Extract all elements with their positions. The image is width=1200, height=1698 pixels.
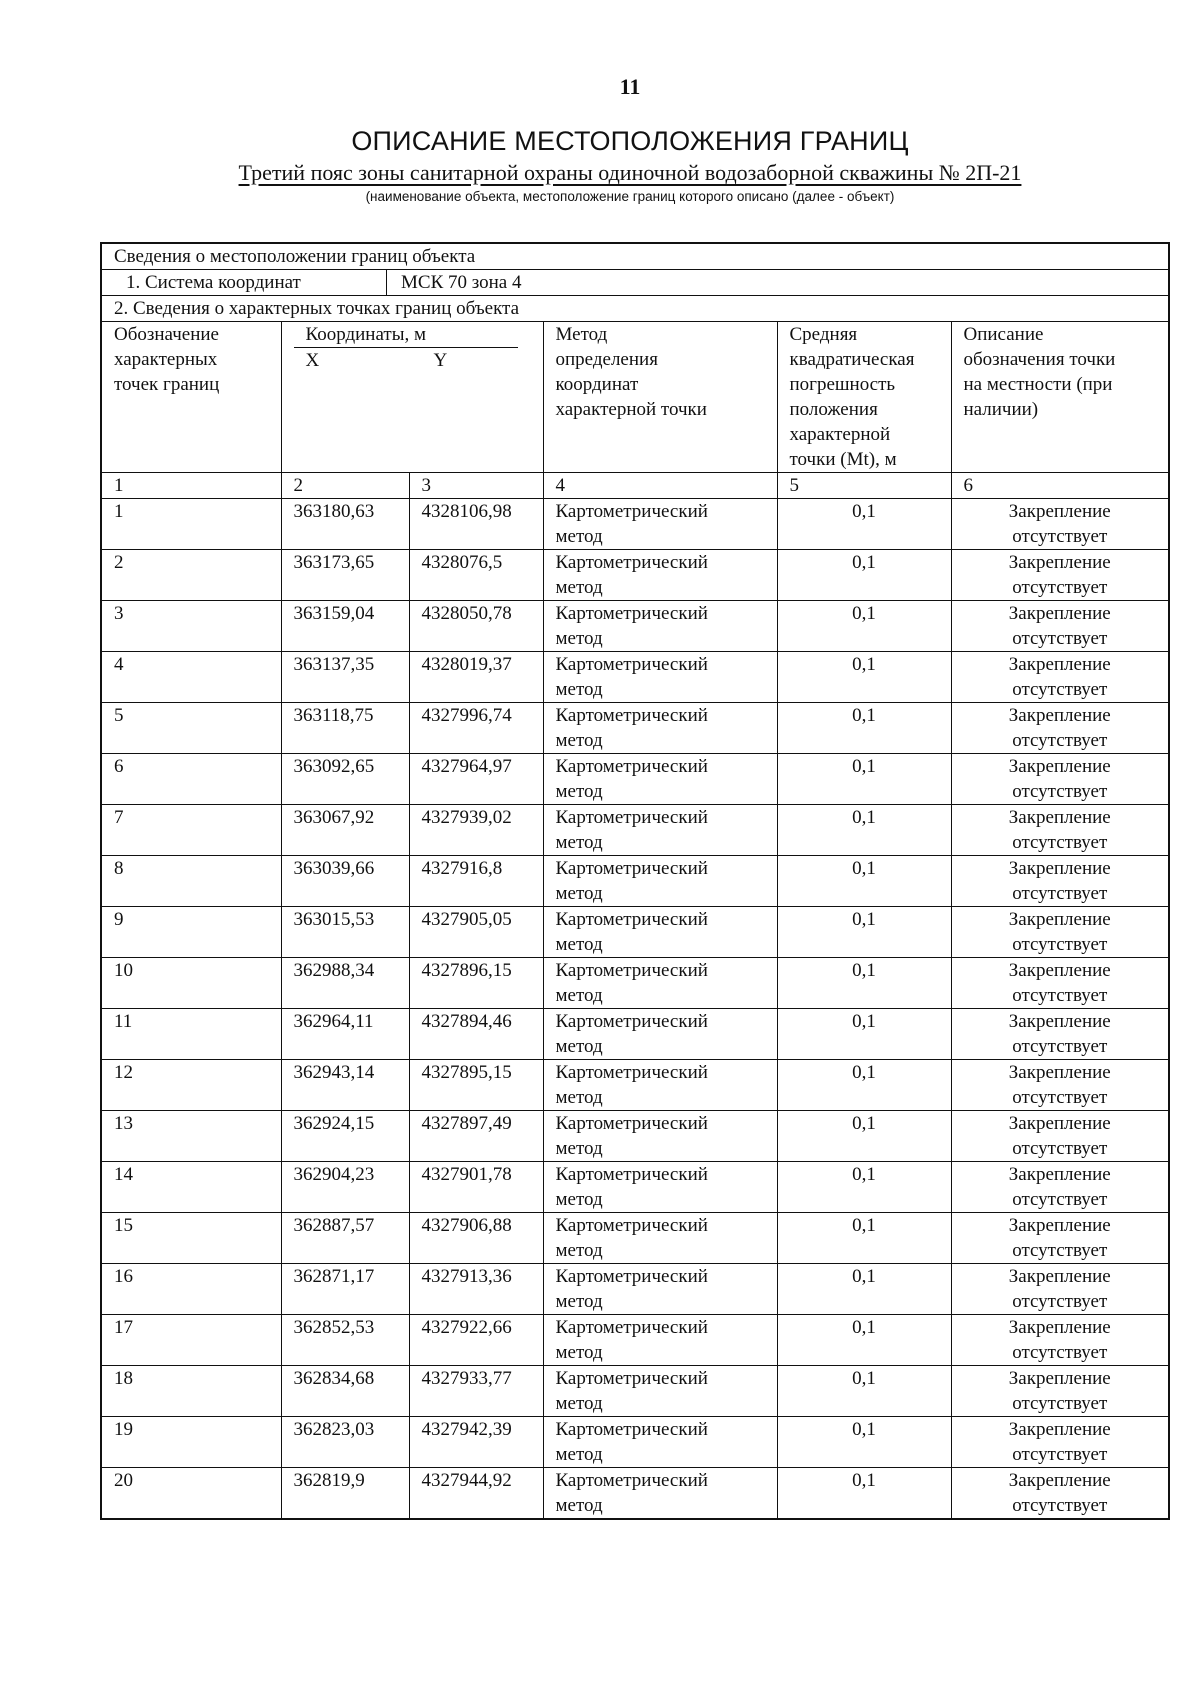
y-coordinate-cell: 4327942,39 bbox=[409, 1417, 543, 1468]
y-coordinate-cell: 4327905,05 bbox=[409, 907, 543, 958]
page-number-text: 11 bbox=[619, 74, 641, 99]
method-cell: Картометрический метод bbox=[543, 652, 777, 703]
point-id-cell: 1 bbox=[101, 499, 281, 550]
object-name-caption: (наименование объекта, местоположение границ которого описано (далее - объект) bbox=[365, 189, 895, 204]
table-row bbox=[101, 550, 1169, 601]
boundary-table bbox=[100, 242, 1170, 1520]
method-cell: Картометрический метод bbox=[543, 1060, 777, 1111]
point-id-cell: 14 bbox=[101, 1162, 281, 1213]
y-coordinate-cell: 4327939,02 bbox=[409, 805, 543, 856]
error-cell: 0,1 bbox=[777, 958, 951, 1009]
error-cell: 0,1 bbox=[777, 1264, 951, 1315]
point-id-cell: 11 bbox=[101, 1009, 281, 1060]
x-coordinate-cell: 362924,15 bbox=[281, 1111, 409, 1162]
method-cell: Картометрический метод bbox=[543, 754, 777, 805]
x-coordinate-cell: 363067,92 bbox=[281, 805, 409, 856]
coord-system-value: МСК 70 зона 4 bbox=[401, 272, 522, 293]
table-row bbox=[101, 1264, 1169, 1315]
description-cell: Закрепление отсутствует bbox=[951, 1315, 1169, 1366]
y-coordinate-cell: 4327913,36 bbox=[409, 1264, 543, 1315]
point-id-cell: 17 bbox=[101, 1315, 281, 1366]
y-coordinate-cell: 4327896,15 bbox=[409, 958, 543, 1009]
description-cell: Закрепление отсутствует bbox=[951, 907, 1169, 958]
y-coordinate-cell: 4327895,15 bbox=[409, 1060, 543, 1111]
y-coordinate-cell: 4327944,92 bbox=[409, 1468, 543, 1520]
x-coordinate-cell: 362834,68 bbox=[281, 1366, 409, 1417]
method-cell: Картометрический метод bbox=[543, 601, 777, 652]
description-cell: Закрепление отсутствует bbox=[951, 1213, 1169, 1264]
y-coordinate-cell: 4327906,88 bbox=[409, 1213, 543, 1264]
column-number: 6 bbox=[951, 473, 1169, 499]
y-coordinate-cell: 4327916,8 bbox=[409, 856, 543, 907]
error-cell: 0,1 bbox=[777, 907, 951, 958]
error-cell: 0,1 bbox=[777, 805, 951, 856]
x-coordinate-cell: 362887,57 bbox=[281, 1213, 409, 1264]
document-title: ОПИСАНИЕ МЕСТОПОЛОЖЕНИЯ ГРАНИЦ bbox=[351, 126, 909, 156]
header-coords bbox=[281, 322, 543, 473]
x-coordinate-cell: 362988,34 bbox=[281, 958, 409, 1009]
x-coordinate-cell: 363137,35 bbox=[281, 652, 409, 703]
x-coordinate-cell: 363092,65 bbox=[281, 754, 409, 805]
table-row bbox=[101, 1213, 1169, 1264]
point-id-cell: 4 bbox=[101, 652, 281, 703]
method-cell: Картометрический метод bbox=[543, 703, 777, 754]
method-cell: Картометрический метод bbox=[543, 958, 777, 1009]
point-id-cell: 18 bbox=[101, 1366, 281, 1417]
x-coordinate-cell: 362964,11 bbox=[281, 1009, 409, 1060]
method-cell: Картометрический метод bbox=[543, 499, 777, 550]
description-cell: Закрепление отсутствует bbox=[951, 856, 1169, 907]
coord-system-label: 1. Система координат bbox=[114, 270, 387, 295]
x-coordinate-cell: 362823,03 bbox=[281, 1417, 409, 1468]
method-cell: Картометрический метод bbox=[543, 1366, 777, 1417]
page-number bbox=[0, 74, 1200, 100]
error-cell: 0,1 bbox=[777, 754, 951, 805]
error-cell: 0,1 bbox=[777, 550, 951, 601]
section-title: Сведения о местоположении границ объекта bbox=[101, 243, 1169, 270]
header-coords-label: Координаты, м bbox=[294, 322, 518, 348]
description-cell: Закрепление отсутствует bbox=[951, 1264, 1169, 1315]
error-cell: 0,1 bbox=[777, 652, 951, 703]
method-cell: Картометрический метод bbox=[543, 1468, 777, 1520]
x-coordinate-cell: 363015,53 bbox=[281, 907, 409, 958]
y-coordinate-cell: 4327922,66 bbox=[409, 1315, 543, 1366]
method-cell: Картометрический метод bbox=[543, 805, 777, 856]
method-cell: Картометрический метод bbox=[543, 1009, 777, 1060]
error-cell: 0,1 bbox=[777, 1468, 951, 1520]
table-row bbox=[101, 703, 1169, 754]
x-coordinate-cell: 362871,17 bbox=[281, 1264, 409, 1315]
description-cell: Закрепление отсутствует bbox=[951, 1162, 1169, 1213]
error-cell: 0,1 bbox=[777, 856, 951, 907]
point-id-cell: 5 bbox=[101, 703, 281, 754]
point-id-cell: 7 bbox=[101, 805, 281, 856]
description-cell: Закрепление отсутствует bbox=[951, 499, 1169, 550]
column-number: 5 bbox=[777, 473, 951, 499]
description-cell: Закрепление отсутствует bbox=[951, 958, 1169, 1009]
table-row bbox=[101, 1060, 1169, 1111]
description-cell: Закрепление отсутствует bbox=[951, 1009, 1169, 1060]
header-error: Средняя квадратическая погрешность положения характерной точки (Mt), м bbox=[777, 322, 951, 473]
error-cell: 0,1 bbox=[777, 601, 951, 652]
table-row bbox=[101, 1366, 1169, 1417]
y-coordinate-cell: 4327933,77 bbox=[409, 1366, 543, 1417]
column-number: 2 bbox=[281, 473, 409, 499]
table-row bbox=[101, 1315, 1169, 1366]
table-header-row bbox=[101, 322, 1169, 473]
table-row bbox=[101, 907, 1169, 958]
description-cell: Закрепление отсутствует bbox=[951, 1060, 1169, 1111]
description-cell: Закрепление отсутствует bbox=[951, 652, 1169, 703]
table-row bbox=[101, 1468, 1169, 1520]
error-cell: 0,1 bbox=[777, 1162, 951, 1213]
object-name-text: Третий пояс зоны санитарной охраны одиночной водозаборной скважины № 2П-21 bbox=[238, 160, 1022, 185]
point-id-cell: 2 bbox=[101, 550, 281, 601]
x-coordinate-cell: 363180,63 bbox=[281, 499, 409, 550]
method-cell: Картометрический метод bbox=[543, 1315, 777, 1366]
x-coordinate-cell: 363118,75 bbox=[281, 703, 409, 754]
header-method: Метод определения координат характерной точки bbox=[543, 322, 777, 473]
method-cell: Картометрический метод bbox=[543, 1111, 777, 1162]
method-cell: Картометрический метод bbox=[543, 1162, 777, 1213]
table-row bbox=[101, 601, 1169, 652]
table-row bbox=[101, 754, 1169, 805]
column-number-row bbox=[101, 473, 1169, 499]
table-row bbox=[101, 958, 1169, 1009]
error-cell: 0,1 bbox=[777, 703, 951, 754]
point-id-cell: 13 bbox=[101, 1111, 281, 1162]
table-row bbox=[101, 856, 1169, 907]
description-cell: Закрепление отсутствует bbox=[951, 805, 1169, 856]
description-cell: Закрепление отсутствует bbox=[951, 703, 1169, 754]
y-coordinate-cell: 4328076,5 bbox=[409, 550, 543, 601]
point-id-cell: 3 bbox=[101, 601, 281, 652]
column-number: 3 bbox=[409, 473, 543, 499]
x-coordinate-cell: 362943,14 bbox=[281, 1060, 409, 1111]
description-cell: Закрепление отсутствует bbox=[951, 1111, 1169, 1162]
y-coordinate-cell: 4327996,74 bbox=[409, 703, 543, 754]
table-row bbox=[101, 1417, 1169, 1468]
error-cell: 0,1 bbox=[777, 1315, 951, 1366]
x-coordinate-cell: 363159,04 bbox=[281, 601, 409, 652]
x-coordinate-cell: 362904,23 bbox=[281, 1162, 409, 1213]
point-id-cell: 15 bbox=[101, 1213, 281, 1264]
table-row bbox=[101, 652, 1169, 703]
description-cell: Закрепление отсутствует bbox=[951, 1366, 1169, 1417]
table-row bbox=[101, 1111, 1169, 1162]
method-cell: Картометрический метод bbox=[543, 856, 777, 907]
table-row bbox=[101, 1009, 1169, 1060]
column-number: 1 bbox=[101, 473, 281, 499]
x-coordinate-cell: 363039,66 bbox=[281, 856, 409, 907]
y-coordinate-cell: 4328106,98 bbox=[409, 499, 543, 550]
x-coordinate-cell: 362852,53 bbox=[281, 1315, 409, 1366]
y-coordinate-cell: 4327897,49 bbox=[409, 1111, 543, 1162]
point-id-cell: 9 bbox=[101, 907, 281, 958]
table-row bbox=[101, 1162, 1169, 1213]
point-id-cell: 8 bbox=[101, 856, 281, 907]
method-cell: Картометрический метод bbox=[543, 1417, 777, 1468]
point-id-cell: 12 bbox=[101, 1060, 281, 1111]
method-cell: Картометрический метод bbox=[543, 1213, 777, 1264]
error-cell: 0,1 bbox=[777, 1060, 951, 1111]
error-cell: 0,1 bbox=[777, 1417, 951, 1468]
description-cell: Закрепление отсутствует bbox=[951, 550, 1169, 601]
x-coordinate-cell: 362819,9 bbox=[281, 1468, 409, 1520]
y-coordinate-cell: 4328019,37 bbox=[409, 652, 543, 703]
column-number: 4 bbox=[543, 473, 777, 499]
error-cell: 0,1 bbox=[777, 499, 951, 550]
description-cell: Закрепление отсутствует bbox=[951, 1417, 1169, 1468]
error-cell: 0,1 bbox=[777, 1366, 951, 1417]
point-id-cell: 20 bbox=[101, 1468, 281, 1520]
method-cell: Картометрический метод bbox=[543, 1264, 777, 1315]
description-cell: Закрепление отсутствует bbox=[951, 601, 1169, 652]
header-description: Описание обозначения точки на местности (при наличии) bbox=[951, 322, 1169, 473]
header-point: Обозначение характерных точек границ bbox=[101, 322, 281, 473]
y-coordinate-cell: 4327894,46 bbox=[409, 1009, 543, 1060]
point-id-cell: 19 bbox=[101, 1417, 281, 1468]
coord-system-row bbox=[101, 270, 1169, 296]
method-cell: Картометрический метод bbox=[543, 550, 777, 601]
error-cell: 0,1 bbox=[777, 1213, 951, 1264]
description-cell: Закрепление отсутствует bbox=[951, 754, 1169, 805]
error-cell: 0,1 bbox=[777, 1009, 951, 1060]
y-coordinate-cell: 4327901,78 bbox=[409, 1162, 543, 1213]
points-title: 2. Сведения о характерных точках границ объекта bbox=[101, 296, 1169, 322]
object-name bbox=[0, 160, 1200, 186]
point-id-cell: 6 bbox=[101, 754, 281, 805]
table-row bbox=[101, 499, 1169, 550]
y-coordinate-cell: 4327964,97 bbox=[409, 754, 543, 805]
header-x: X bbox=[305, 350, 320, 371]
error-cell: 0,1 bbox=[777, 1111, 951, 1162]
point-id-cell: 16 bbox=[101, 1264, 281, 1315]
point-id-cell: 10 bbox=[101, 958, 281, 1009]
header-y: Y bbox=[433, 350, 448, 371]
description-cell: Закрепление отсутствует bbox=[951, 1468, 1169, 1520]
x-coordinate-cell: 363173,65 bbox=[281, 550, 409, 601]
y-coordinate-cell: 4328050,78 bbox=[409, 601, 543, 652]
table-row bbox=[101, 805, 1169, 856]
method-cell: Картометрический метод bbox=[543, 907, 777, 958]
